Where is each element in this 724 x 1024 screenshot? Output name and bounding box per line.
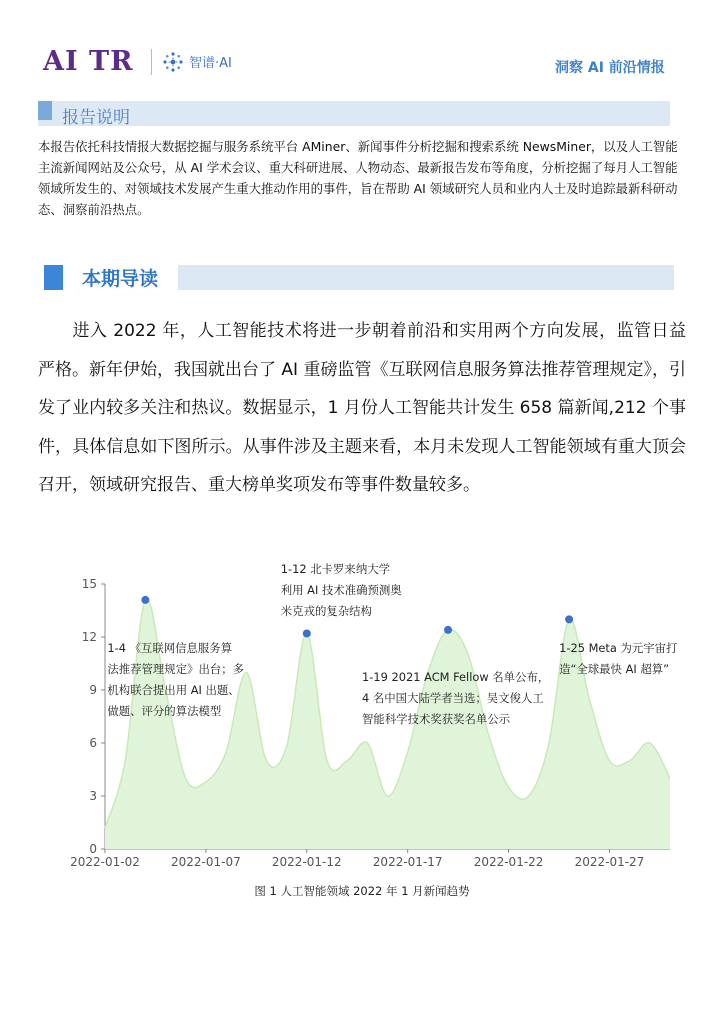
zhipu-logo-text: 智谱·AI: [189, 56, 232, 71]
news-trend-chart: [0, 548, 724, 878]
intro-section-bar: [178, 265, 674, 290]
report-section-bar: [38, 101, 670, 126]
annotation-line: 做题、评分的算法模型: [107, 704, 222, 718]
intro-paragraph: [38, 312, 686, 505]
x-tick-label: 2022-01-27: [574, 855, 645, 869]
chart-caption: 图 1 人工智能领域 2022 年 1 月新闻趋势: [254, 884, 470, 898]
aitr-logo: AI TR: [43, 46, 134, 77]
y-tick-label: 6: [89, 736, 97, 750]
annotation-line: 1-25 Meta 为元宇宙打: [559, 641, 678, 655]
event-marker: [141, 596, 149, 604]
report-description: 本报告依托科技情报大数据挖掘与服务系统平台 AMiner、新闻事件分析挖掘和搜索系统 NewsMiner，以及人工智能主流新闻网站及公众号，从 AI 学术会议、重大科研进展、人物动态、最新报告发布等角度，分析挖掘了每月人工智能领域所发生的、对领域技术发展产生重大推动作用的事件，旨在帮助 AI 领域研究人员和业内人士及时追踪最新科研动态、洞察前沿热点。: [38, 139, 678, 217]
annotation-line: 1-4 《互联网信息服务算: [107, 641, 233, 655]
x-tick-label: 2022-01-17: [372, 855, 443, 869]
annotation-line: 利用 AI 技术准确预测奥: [280, 583, 402, 597]
y-tick-label: 15: [81, 577, 97, 591]
logo-divider: [151, 49, 152, 75]
event-marker: [303, 629, 311, 637]
page-header: [0, 0, 724, 95]
annotation-line: 1-12 北卡罗来纳大学: [280, 562, 391, 576]
event-marker: [565, 615, 573, 623]
x-tick-label: 2022-01-22: [473, 855, 544, 869]
event-annotation: [107, 641, 244, 718]
y-tick-label: 12: [81, 630, 97, 644]
x-tick-label: 2022-01-12: [271, 855, 342, 869]
y-tick-label: 9: [89, 683, 97, 697]
intro-section-title: 本期导读: [82, 268, 159, 290]
zhipu-logo-icon: [161, 50, 185, 74]
header-tagline: 洞察 AI 前沿情报: [555, 60, 665, 76]
report-section-marker: [38, 101, 52, 120]
event-annotation: [362, 670, 549, 726]
event-annotation: [281, 562, 403, 618]
x-tick-label: 2022-01-07: [171, 855, 241, 869]
report-section-title: 报告说明: [62, 108, 130, 128]
intro-section-marker: [44, 265, 63, 290]
annotation-line: 米克戎的复杂结构: [280, 604, 372, 618]
intro-text: 进入 2022 年，人工智能技术将进一步朝着前沿和实用两个方向发展，监管日益严格。新年伊始，我国就出台了 AI 重磅监管《互联网信息服务算法推荐管理规定》，引发了业内较多关注和热议。数据显示，1 月份人工智能共计发生 658 篇新闻,212 个事件，具体信息如下图所示。从事件涉及主题来看，本月未发现人工智能领域有重大顶会召开，领域研究报告、重大榜单奖项发布等事件数量较多。: [38, 321, 686, 495]
annotation-line: 机构联合提出用 AI 出题、: [107, 683, 240, 697]
event-marker: [444, 626, 452, 634]
y-tick-label: 0: [89, 842, 97, 856]
annotation-line: 法推荐管理规定》出台；多: [107, 662, 245, 676]
annotation-line: 4 名中国大陆学者当选；吴文俊人工: [362, 691, 544, 705]
y-tick-label: 3: [89, 789, 97, 803]
annotation-line: 1-19 2021 ACM Fellow 名单公布，: [362, 670, 550, 684]
annotation-line: 造“全球最快 AI 超算”: [559, 662, 670, 676]
annotation-line: 智能科学技术奖获奖名单公示: [362, 712, 511, 726]
x-tick-label: 2022-01-02: [70, 855, 140, 869]
